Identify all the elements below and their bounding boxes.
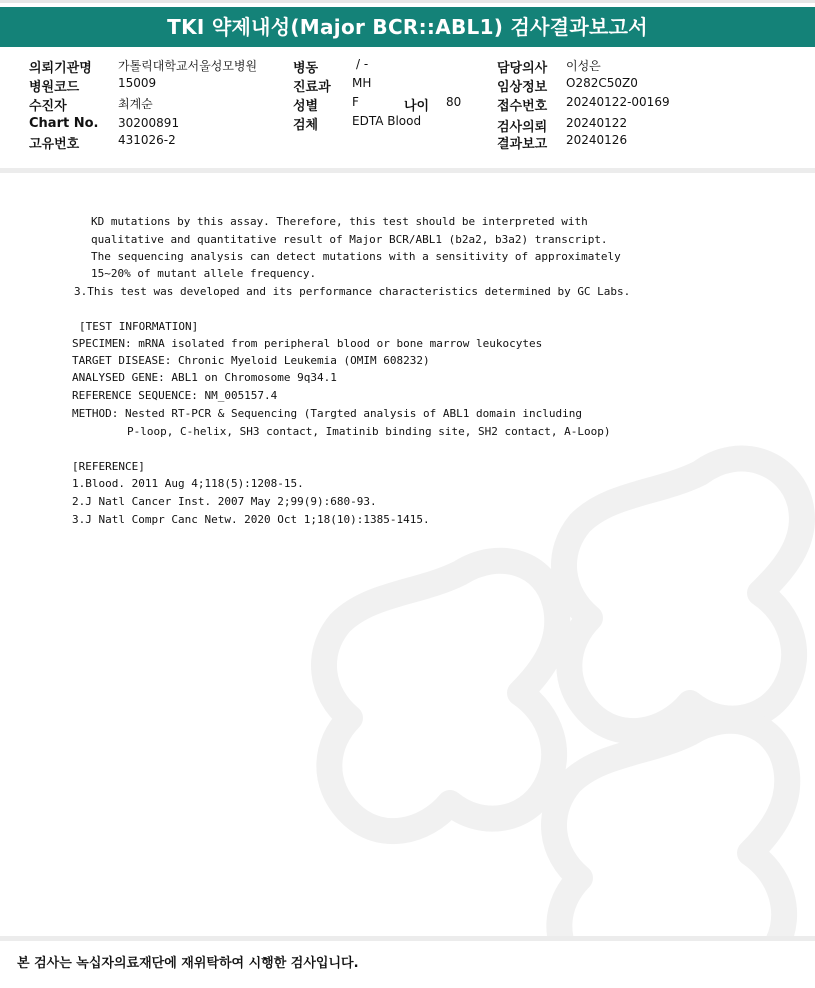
chart-no-label: Chart No.: [29, 116, 99, 131]
doctor-value: 이성은: [566, 59, 601, 73]
institution-value: 가톨릭대학교서울성모병원: [118, 59, 258, 73]
sex-label: 성별: [293, 99, 319, 114]
sex-value: F: [352, 95, 359, 109]
report-date-label: 결과보고: [497, 137, 548, 152]
ward-value: / -: [356, 57, 369, 71]
body-line: qualitative and quantitative result of Major BCR/ABL1 (b2a2, b3a2) transcript.: [91, 233, 608, 246]
department-value: MH: [352, 76, 372, 90]
unique-no-value: 431026-2: [118, 133, 176, 147]
body-line: KD mutations by this assay. Therefore, this test should be interpreted with: [91, 215, 588, 228]
doctor-label: 담당의사: [497, 61, 548, 76]
report-title: TKI 약제내성(Major BCR::ABL1) 검사결과보고서: [0, 7, 815, 47]
ward-label: 병동: [293, 61, 319, 76]
specimen-label: 검체: [293, 118, 319, 133]
footer-note: 본 검사는 녹십자의료재단에 재위탁하여 시행한 검사입니다.: [17, 956, 359, 971]
reference-item: 2.J Natl Cancer Inst. 2007 May 2;99(9):680-93.: [72, 495, 377, 508]
body-line: TARGET DISEASE: Chronic Myeloid Leukemia (OMIM 608232): [72, 354, 430, 367]
section-heading-test-information: [TEST INFORMATION]: [79, 320, 199, 333]
body-line: METHOD: Nested RT-PCR & Sequencing (Targted analysis of ABL1 domain including: [72, 407, 582, 420]
recipient-value: 최계순: [118, 97, 153, 111]
clinical-info-label: 임상정보: [497, 80, 548, 95]
request-date-label: 검사의뢰: [497, 120, 548, 135]
patient-info-header: [0, 50, 815, 168]
footer-divider: [0, 936, 815, 941]
request-date-value: 20240122: [566, 116, 628, 130]
chart-no-value: 30200891: [118, 116, 180, 130]
body-line: P-loop, C-helix, SH3 contact, Imatinib binding site, SH2 contact, A-Loop): [127, 425, 611, 438]
reference-item: 3.J Natl Compr Canc Netw. 2020 Oct 1;18(10):1385-1415.: [72, 513, 430, 526]
age-value: 80: [446, 95, 462, 109]
body-line: The sequencing analysis can detect mutations with a sensitivity of approximately: [91, 250, 621, 263]
hospital-code-label: 병원코드: [29, 80, 80, 95]
clinical-info-value: O282C50Z0: [566, 76, 638, 90]
department-label: 진료과: [293, 80, 331, 95]
specimen-value: EDTA Blood: [352, 114, 422, 128]
top-rule: [0, 0, 815, 3]
body-line: SPECIMEN: mRNA isolated from peripheral blood or bone marrow leukocytes: [72, 337, 543, 350]
receipt-no-value: 20240122-00169: [566, 95, 670, 109]
report-body: [0, 173, 815, 936]
institution-label: 의뢰기관명: [29, 61, 92, 76]
reference-item: 1.Blood. 2011 Aug 4;118(5):1208-15.: [72, 477, 304, 490]
age-label: 나이: [404, 99, 430, 114]
body-line: ANALYSED GENE: ABL1 on Chromosome 9q34.1: [72, 371, 337, 384]
body-line: 3.This test was developed and its performance characteristics determined by GC Labs.: [74, 285, 631, 298]
recipient-label: 수진자: [29, 99, 67, 114]
hospital-code-value: 15009: [118, 76, 157, 90]
section-heading-reference: [REFERENCE]: [72, 460, 145, 473]
unique-no-label: 고유번호: [29, 137, 80, 152]
report-date-value: 20240126: [566, 133, 628, 147]
body-line: 15~20% of mutant allele frequency.: [91, 267, 317, 280]
body-line: REFERENCE SEQUENCE: NM_005157.4: [72, 389, 278, 402]
receipt-no-label: 접수번호: [497, 99, 548, 114]
